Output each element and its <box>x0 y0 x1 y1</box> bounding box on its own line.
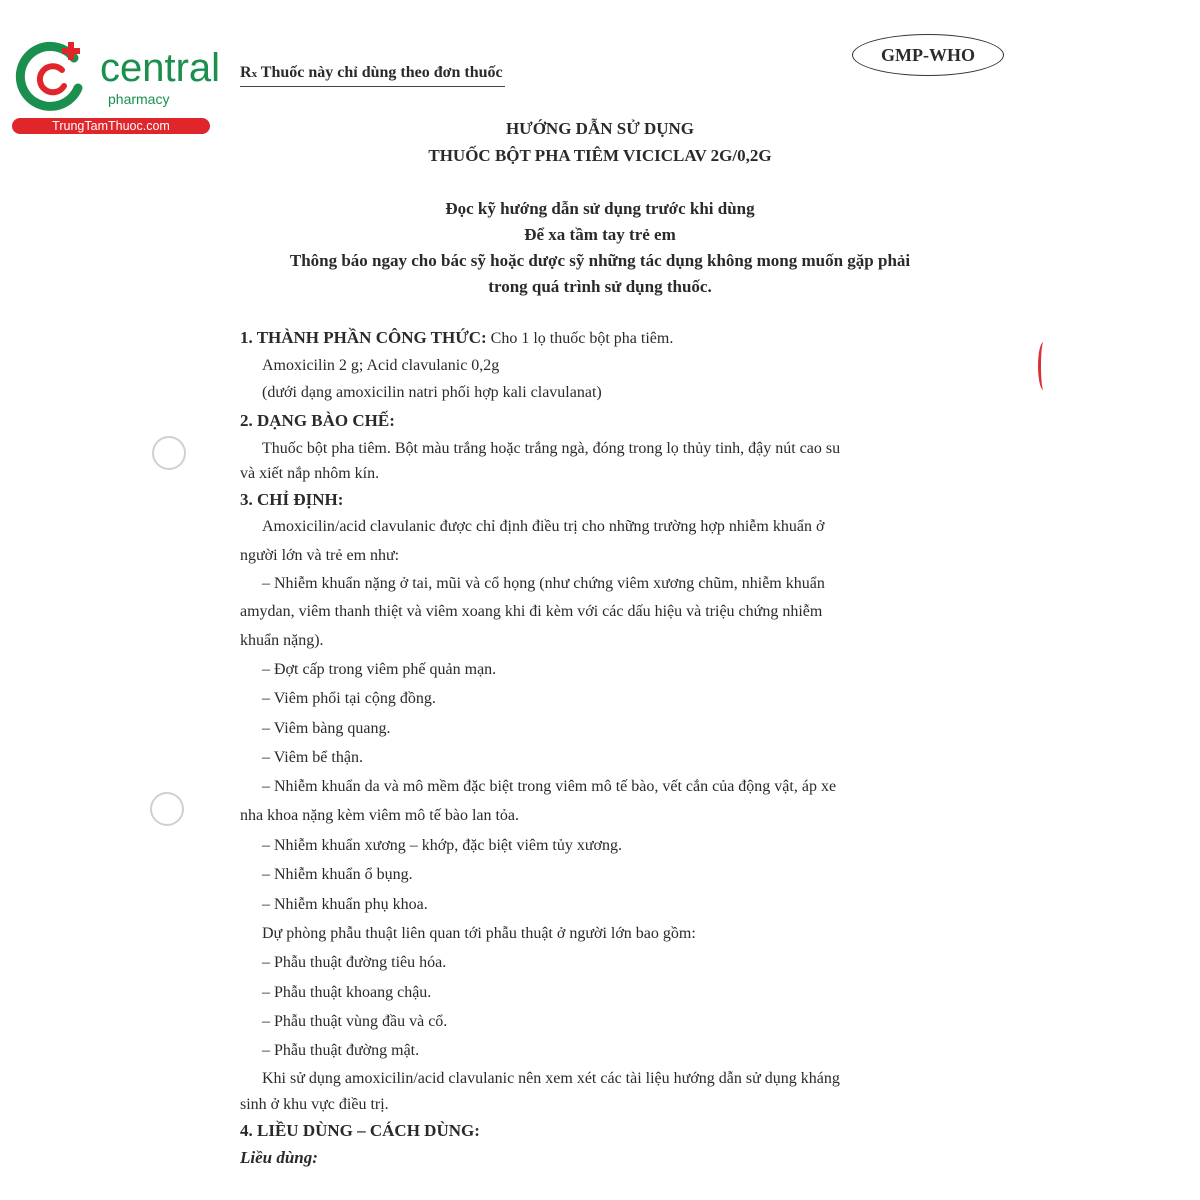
text-line: và xiết nắp nhôm kín. <box>240 465 380 482</box>
text-line: – Phẫu thuật đường mật. <box>262 1042 420 1059</box>
text-line: – Nhiễm khuẩn nặng ở tai, mũi và cổ họng (như chứng viêm xương chũm, nhiễm khuẩn <box>262 575 825 592</box>
text-line: sinh ở khu vực điều trị. <box>240 1096 389 1113</box>
text-line: – Viêm phổi tại cộng đồng. <box>262 690 436 707</box>
rx-symbol: R <box>240 64 252 81</box>
text-line: – Phẫu thuật vùng đầu và cổ. <box>262 1013 448 1030</box>
red-ink-mark <box>1038 342 1049 390</box>
section-heading: 2. DẠNG BÀO CHẾ: <box>240 411 395 430</box>
text-line: – Nhiễm khuẩn xương – khớp, đặc biệt viêm tủy xương. <box>262 837 623 854</box>
text-line: người lớn và trẻ em như: <box>240 547 400 564</box>
product-title: THUỐC BỘT PHA TIÊM VICICLAV 2G/0,2G <box>428 146 772 165</box>
text-line: – Phẫu thuật đường tiêu hóa. <box>262 954 447 971</box>
text-line: – Viêm bể thận. <box>262 749 363 766</box>
text-line: – Nhiễm khuẩn ổ bụng. <box>262 866 413 883</box>
text-line: (dưới dạng amoxicilin natri phối hợp kali clavulanat) <box>262 384 602 401</box>
rx-text: Thuốc này chỉ dùng theo đơn thuốc <box>260 64 503 81</box>
warning-line: Đọc kỹ hướng dẫn sử dụng trước khi dùng <box>445 199 755 218</box>
warning-line: Để xa tầm tay trẻ em <box>524 225 676 244</box>
text-line: khuẩn nặng). <box>240 632 324 649</box>
logo-subtitle: pharmacy <box>108 91 170 107</box>
punch-hole <box>150 792 184 826</box>
text-line: amydan, viêm thanh thiệt và viêm xoang khi đi kèm với các dấu hiệu và triệu chứng nhiễm <box>240 603 823 620</box>
section-heading-note: Cho 1 lọ thuốc bột pha tiêm. <box>486 330 674 347</box>
rx-subscript: x <box>251 68 258 80</box>
warning-line: Thông báo ngay cho bác sỹ hoặc dược sỹ những tác dụng không mong muốn gặp phải <box>289 251 911 270</box>
text-line: – Đợt cấp trong viêm phế quản mạn. <box>262 661 497 678</box>
text-line: Thuốc bột pha tiêm. Bột màu trắng hoặc trắng ngà, đóng trong lọ thủy tinh, đậy nút cao su <box>262 440 841 457</box>
pharmacy-logo-icon <box>12 38 96 118</box>
logo-website-badge: TrungTamThuoc.com <box>12 118 210 134</box>
punch-hole <box>152 436 186 470</box>
subsection-heading: Liều dùng: <box>240 1148 318 1167</box>
section-heading: 3. CHỈ ĐỊNH: <box>240 490 344 509</box>
text-line: – Nhiễm khuẩn phụ khoa. <box>262 896 428 913</box>
gmp-who-badge: GMP-WHO <box>852 34 1004 76</box>
text-line: – Phẫu thuật khoang chậu. <box>262 984 432 1001</box>
section-1 <box>240 327 673 350</box>
text-line: Amoxicilin 2 g; Acid clavulanic 0,2g <box>262 357 500 374</box>
warning-line: trong quá trình sử dụng thuốc. <box>488 277 712 296</box>
text-line: nha khoa nặng kèm viêm mô tế bào lan tỏa. <box>240 807 520 824</box>
text-line: – Nhiễm khuẩn da và mô mềm đặc biệt trong viêm mô tế bào, vết cắn của động vật, áp xe <box>262 778 837 795</box>
document-title: HƯỚNG DẪN SỬ DỤNG <box>505 119 695 138</box>
section-heading: 1. THÀNH PHẦN CÔNG THỨC: <box>240 328 487 347</box>
logo-name: central <box>100 46 221 90</box>
section-heading: 4. LIỀU DÙNG – CÁCH DÙNG: <box>240 1121 480 1140</box>
text-line: Khi sử dụng amoxicilin/acid clavulanic nên xem xét các tài liệu hướng dẫn sử dụng kháng <box>262 1070 840 1087</box>
prescription-notice <box>240 64 505 87</box>
text-line: – Viêm bàng quang. <box>262 720 391 737</box>
text-line: Dự phòng phẫu thuật liên quan tới phẫu thuật ở người lớn bao gồm: <box>262 925 696 942</box>
text-line: Amoxicilin/acid clavulanic được chỉ định điều trị cho những trường hợp nhiễm khuẩn ở <box>262 518 825 535</box>
